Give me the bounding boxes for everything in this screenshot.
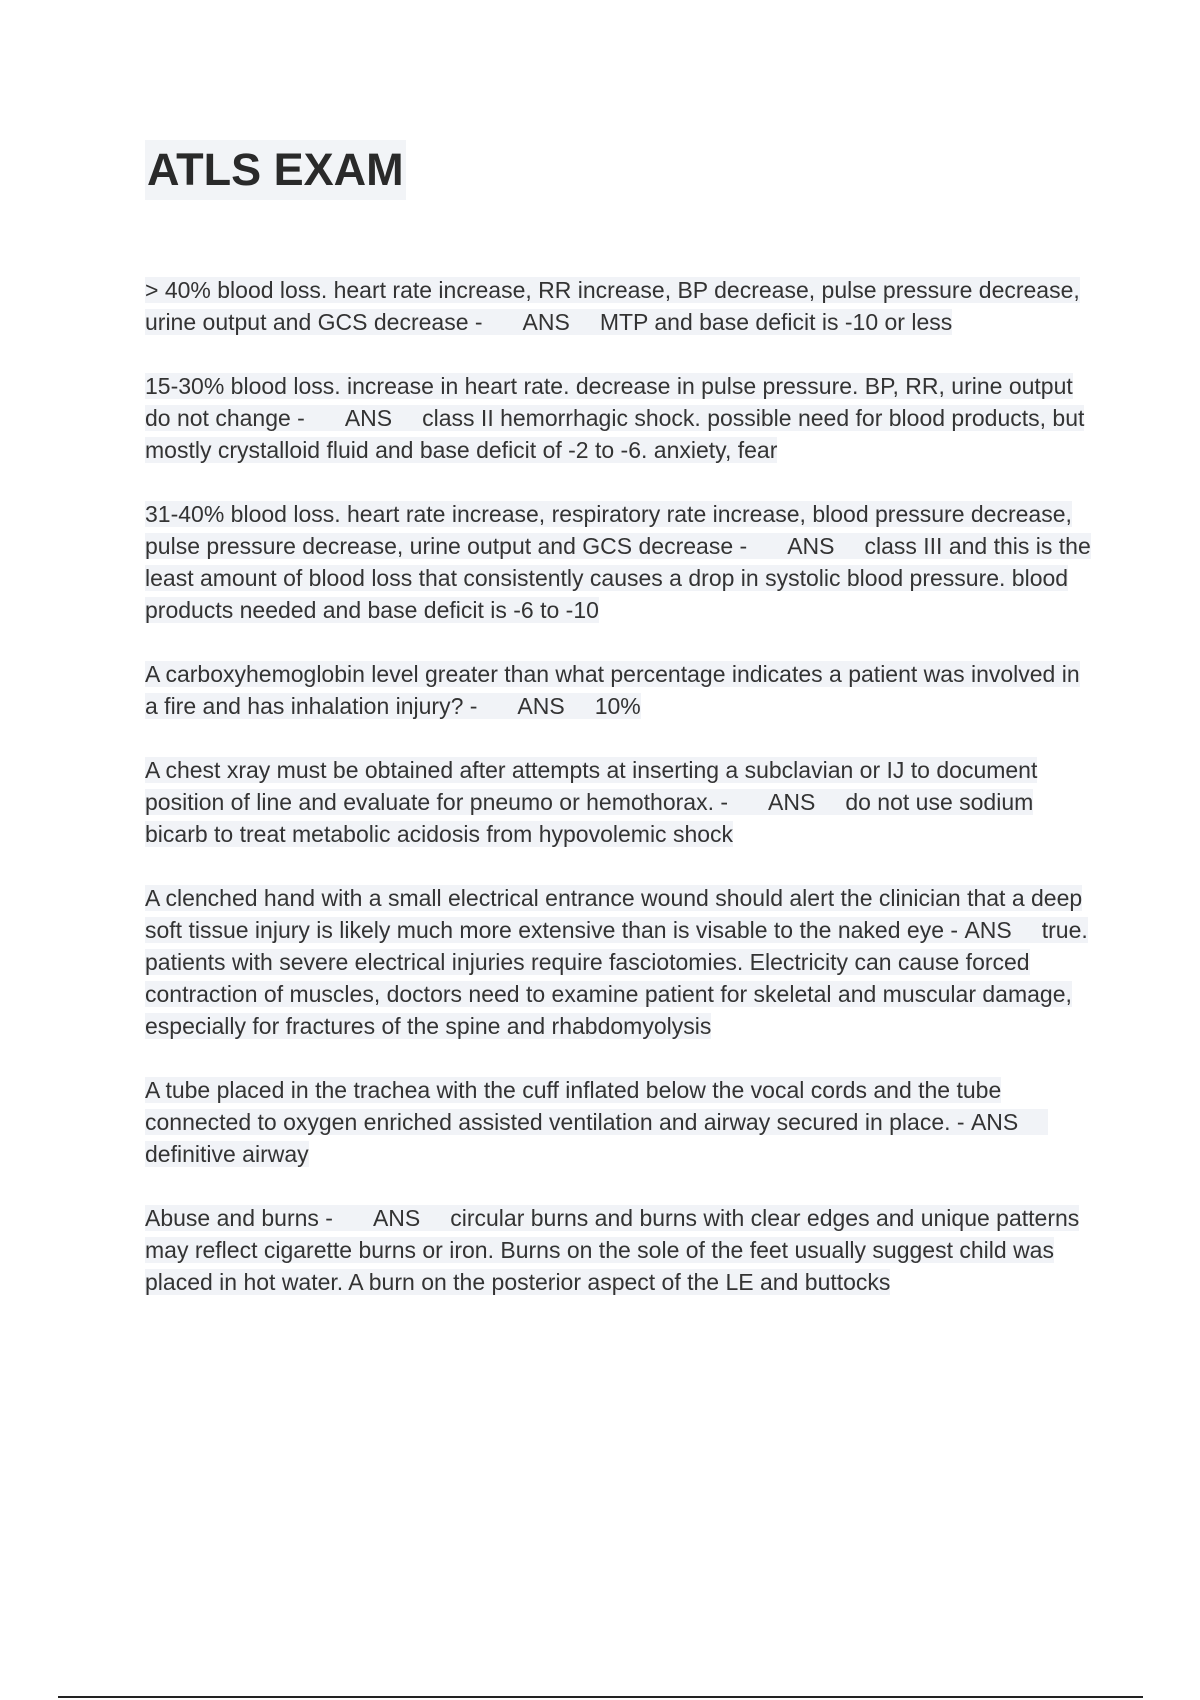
entry-question: 31-40% blood loss. heart rate increase, respiratory rate increase, blood pressure decrease, pulse pressure decrease, urine output and GCS decrease - bbox=[145, 501, 1072, 559]
qa-entry bbox=[145, 274, 1095, 338]
ans-marker: ANS bbox=[768, 789, 816, 815]
qa-entry bbox=[145, 1074, 1095, 1170]
entry-question: 15-30% blood loss. increase in heart rate. decrease in pulse pressure. BP, RR, urine output do not change - bbox=[145, 373, 1073, 431]
entry-question: A chest xray must be obtained after attempts at inserting a subclavian or IJ to document position of line and evaluate for pneumo or hemothorax. - bbox=[145, 757, 1038, 815]
qa-entry bbox=[145, 882, 1095, 1042]
entry-answer: 10% bbox=[594, 693, 641, 719]
ans-marker: ANS bbox=[517, 693, 565, 719]
entry-answer: circular burns and burns with clear edges and unique patterns may reflect cigarette burns or iron. Burns on the sole of the feet usually suggest child was placed in hot water. A burn on the posterior aspect of the LE and buttocks bbox=[145, 1205, 1080, 1295]
entry-question: Abuse and burns - bbox=[145, 1205, 333, 1231]
entry-answer: class II hemorrhagic shock. possible need for blood products, but mostly crystalloid fluid and base deficit of -2 to -6. anxiety, fear bbox=[145, 405, 1085, 463]
ans-marker: ANS bbox=[522, 309, 570, 335]
qa-entry bbox=[145, 498, 1095, 626]
ans-marker: ANS bbox=[372, 1205, 421, 1231]
entry-question: A carboxyhemoglobin level greater than what percentage indicates a patient was involved in a fire and has inhalation injury? - bbox=[145, 661, 1080, 719]
entry-question: A clenched hand with a small electrical entrance wound should alert the clinician that a deep soft tissue injury is likely much more extensive than is visable to the naked eye - bbox=[145, 885, 1083, 943]
qa-entry bbox=[145, 1202, 1095, 1298]
entry-question: > 40% blood loss. heart rate increase, RR increase, BP decrease, pulse pressure decrease, urine output and GCS decrease - bbox=[145, 277, 1080, 335]
entry-answer: MTP and base deficit is -10 or less bbox=[599, 309, 953, 335]
page-footer-rule bbox=[58, 1696, 1143, 1698]
ans-marker: ANS bbox=[970, 1109, 1019, 1135]
entry-answer: class III and this is the least amount of blood loss that consistently causes a drop in systolic blood pressure. blood products needed and base deficit is -6 to -10 bbox=[145, 533, 1091, 623]
qa-entries bbox=[145, 274, 1095, 1330]
ans-marker: ANS bbox=[964, 917, 1012, 943]
entry-answer: do not use sodium bicarb to treat metabolic acidosis from hypovolemic shock bbox=[145, 789, 1034, 847]
qa-entry bbox=[145, 754, 1095, 850]
ans-marker: ANS bbox=[344, 405, 393, 431]
entry-answer: definitive airway bbox=[145, 1141, 309, 1167]
qa-entry bbox=[145, 370, 1095, 466]
entry-question: A tube placed in the trachea with the cuff inflated below the vocal cords and the tube connected to oxygen enriched assisted ventilation and airway secured in place. - bbox=[145, 1077, 1002, 1135]
qa-entry bbox=[145, 658, 1095, 722]
entry-answer: true. patients with severe electrical injuries require fasciotomies. Electricity can cause forced contraction of muscles, doctors need to examine patient for skeletal and muscular damage, especially for fractures of the spine and rhabdomyolysis bbox=[145, 917, 1088, 1039]
ans-marker: ANS bbox=[787, 533, 835, 559]
document-title: ATLS EXAM bbox=[145, 140, 406, 200]
